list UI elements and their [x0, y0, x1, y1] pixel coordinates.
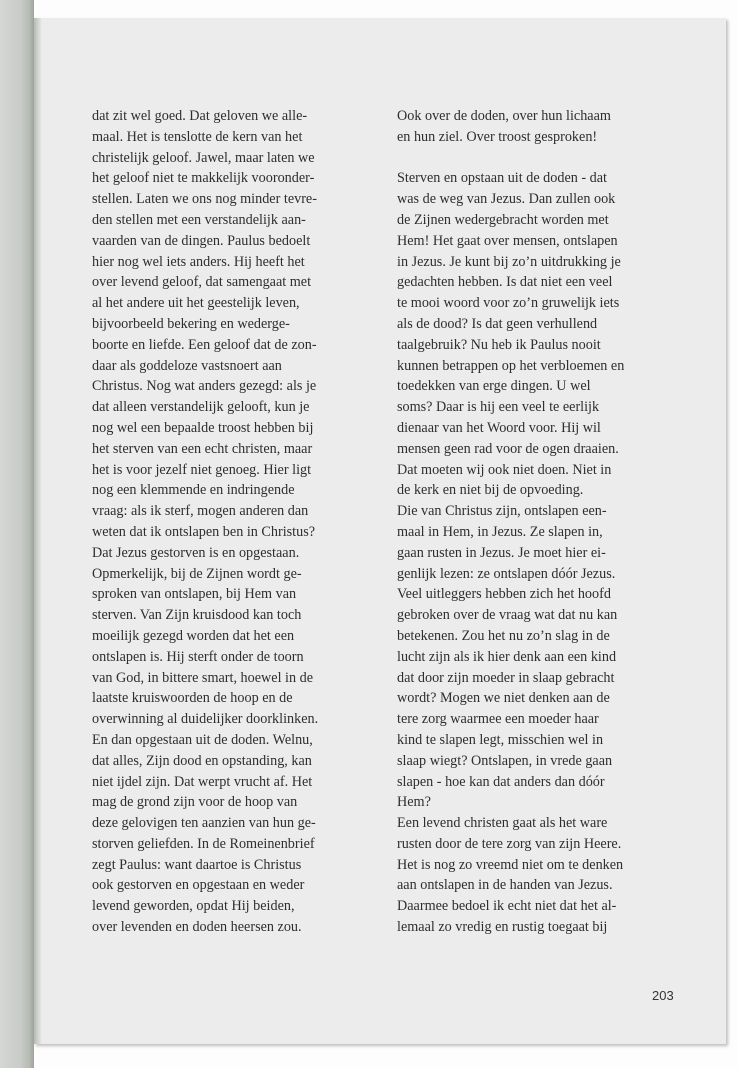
text-line: soms? Daar is hij een veel te eerlijk	[397, 399, 600, 416]
text-line: al het andere uit het geestelijk leven,	[92, 295, 300, 312]
right-text-column	[397, 106, 687, 938]
text-line: slapen - hoe kan dat anders dan dóór	[397, 773, 605, 790]
text-line: sterven. Van Zijn kruisdood kan toch	[92, 607, 302, 624]
text-line: gaan rusten in Jezus. Je moet hier ei-	[397, 544, 606, 561]
text-line: dat door zijn moeder in slaap gebracht	[397, 669, 615, 686]
text-line: genlijk lezen: ze ontslapen dóór Jezus.	[397, 565, 616, 582]
text-line: taalgebruik? Nu heb ik Paulus nooit	[397, 336, 601, 353]
paragraph-doden-troost	[397, 106, 687, 148]
text-line: slaap wiegt? Ontslapen, in vrede gaan	[397, 752, 613, 769]
text-line: niet ijdel zijn. Dat werpt vrucht af. Het	[92, 773, 313, 790]
text-line: hier nog wel iets anders. Hij heeft het	[92, 253, 305, 270]
text-line: in Jezus. Je kunt bij zo’n uitdrukking je	[397, 253, 621, 270]
text-line: lemaal zo vredig en rustig toegaat bij	[397, 919, 608, 936]
text-line: dat alles, Zijn dood en opstanding, kan	[92, 752, 312, 769]
text-line: het sterven van een echt christen, maar	[92, 440, 313, 457]
text-line: Die van Christus zijn, ontslapen een-	[397, 503, 607, 520]
text-line: lucht zijn als ik hier denk aan een kind	[397, 648, 617, 665]
text-line: maal. Het is tenslotte de kern van het	[92, 128, 303, 145]
text-line: rusten door de tere zorg van zijn Heere.	[397, 835, 622, 852]
text-line: het geloof niet te makkelijk vooronder-	[92, 170, 315, 187]
text-line: dat alleen verstandelijk gelooft, kun je	[92, 399, 310, 416]
text-line: weten dat ik ontslapen ben in Christus?	[92, 523, 316, 540]
text-line: den stellen met een verstandelijk aan-	[92, 211, 306, 228]
paragraph-sterven-opstaan	[397, 168, 687, 937]
text-line: levend geworden, opdat Hij beiden,	[92, 898, 295, 915]
text-line: wordt? Mogen we niet denken aan de	[397, 690, 610, 707]
text-line: storven geliefden. In de Romeinenbrief	[92, 835, 315, 852]
text-line: aan ontslapen in de handen van Jezus.	[397, 877, 613, 894]
book-spine	[0, 0, 34, 1068]
text-line: Sterven en opstaan uit de doden - dat	[397, 170, 607, 187]
text-line: christelijk geloof. Jawel, maar laten we	[92, 149, 315, 166]
text-line: gebroken over de vraag wat dat nu kan	[397, 607, 618, 624]
text-line: als de dood? Is dat geen verhullend	[397, 315, 598, 332]
text-line: de Zijnen wedergebracht worden met	[397, 211, 609, 228]
text-line: moeilijk gezegd worden dat het een	[92, 627, 295, 644]
text-line: vraag: als ik sterf, mogen anderen dan	[92, 503, 309, 520]
text-line: zegt Paulus: want daartoe is Christus	[92, 856, 302, 873]
page-number: 203	[652, 988, 674, 1003]
text-line: van God, in bittere smart, hoewel in de	[92, 669, 314, 686]
text-line: overwinning al duidelijker doorklinken.	[92, 711, 319, 728]
text-line: nog een klemmende en indringende	[92, 482, 295, 499]
paragraph-gap	[397, 148, 687, 169]
text-line: het is voor jezelf niet genoeg. Hier ligt	[92, 461, 312, 478]
left-text-column	[92, 106, 382, 938]
text-line: Een levend christen gaat als het ware	[397, 815, 608, 832]
text-line: deze gelovigen ten aanzien van hun ge-	[92, 815, 316, 832]
text-line: was de weg van Jezus. Dan zullen ook	[397, 191, 616, 208]
text-line: Ook over de doden, over hun lichaam	[397, 108, 611, 124]
text-line: daar als goddeloze vastsnoert aan	[92, 357, 282, 374]
text-line: tere zorg waarmee een moeder haar	[397, 711, 599, 728]
text-line: de kerk en niet bij de opvoeding.	[397, 482, 584, 499]
text-line: Dat moeten wij ook niet doen. Niet in	[397, 461, 612, 478]
text-line: toedekken van erge dingen. U wel	[397, 378, 591, 395]
text-line: dat zit wel goed. Dat geloven we alle-	[92, 108, 308, 124]
text-line: vaarden van de dingen. Paulus bedoelt	[92, 232, 311, 249]
text-line: bijvoorbeeld bekering en wederge-	[92, 315, 290, 332]
text-line: Het is nog zo vreemd niet om te denken	[397, 856, 624, 873]
text-line: ook gestorven en opgestaan en weder	[92, 877, 305, 894]
text-line: kunnen betrappen op het verbloemen en	[397, 357, 625, 374]
text-line: Dat Jezus gestorven is en opgestaan.	[92, 544, 300, 561]
text-line: gedachten hebben. Is dat niet een veel	[397, 274, 613, 291]
text-line: laatste kruiswoorden de hoop en de	[92, 690, 293, 707]
text-line: ontslapen is. Hij sterft onder de toorn	[92, 648, 304, 665]
text-line: mag de grond zijn voor de hoop van	[92, 794, 298, 811]
text-line: betekenen. Zou het nu zo’n slag in de	[397, 627, 610, 644]
text-line: Daarmee bedoel ik echt niet dat het al-	[397, 898, 617, 915]
text-line: Veel uitleggers hebben zich het hoofd	[397, 586, 611, 603]
text-line: over levenden en doden heersen zou.	[92, 919, 302, 936]
text-line: stellen. Laten we ons nog minder tevre-	[92, 191, 317, 208]
page-gutter-shadow	[34, 18, 42, 1044]
text-line: en hun ziel. Over troost gesproken!	[397, 128, 598, 145]
text-line: mensen geen rad voor de ogen draaien.	[397, 440, 619, 457]
text-line: nog wel een bepaalde troost hebben bij	[92, 419, 314, 436]
text-line: over levend geloof, dat samengaat met	[92, 274, 312, 291]
text-line: maal in Hem, in Jezus. Ze slapen in,	[397, 523, 603, 540]
text-line: Hem! Het gaat over mensen, ontslapen	[397, 232, 618, 249]
text-line: En dan opgestaan uit de doden. Welnu,	[92, 731, 313, 748]
text-line: dienaar van het Woord voor. Hij wil	[397, 419, 601, 436]
text-line: Hem?	[397, 794, 431, 811]
text-line: sproken van ontslapen, bij Hem van	[92, 586, 297, 603]
text-line: Christus. Nog wat anders gezegd: als je	[92, 378, 317, 395]
text-line: boorte en liefde. Een geloof dat de zon-	[92, 336, 317, 353]
text-line: kind te slapen legt, misschien wel in	[397, 731, 604, 748]
text-line: Opmerkelijk, bij de Zijnen wordt ge-	[92, 565, 302, 582]
text-line: te mooi woord voor zo’n gruwelijk iets	[397, 295, 620, 312]
